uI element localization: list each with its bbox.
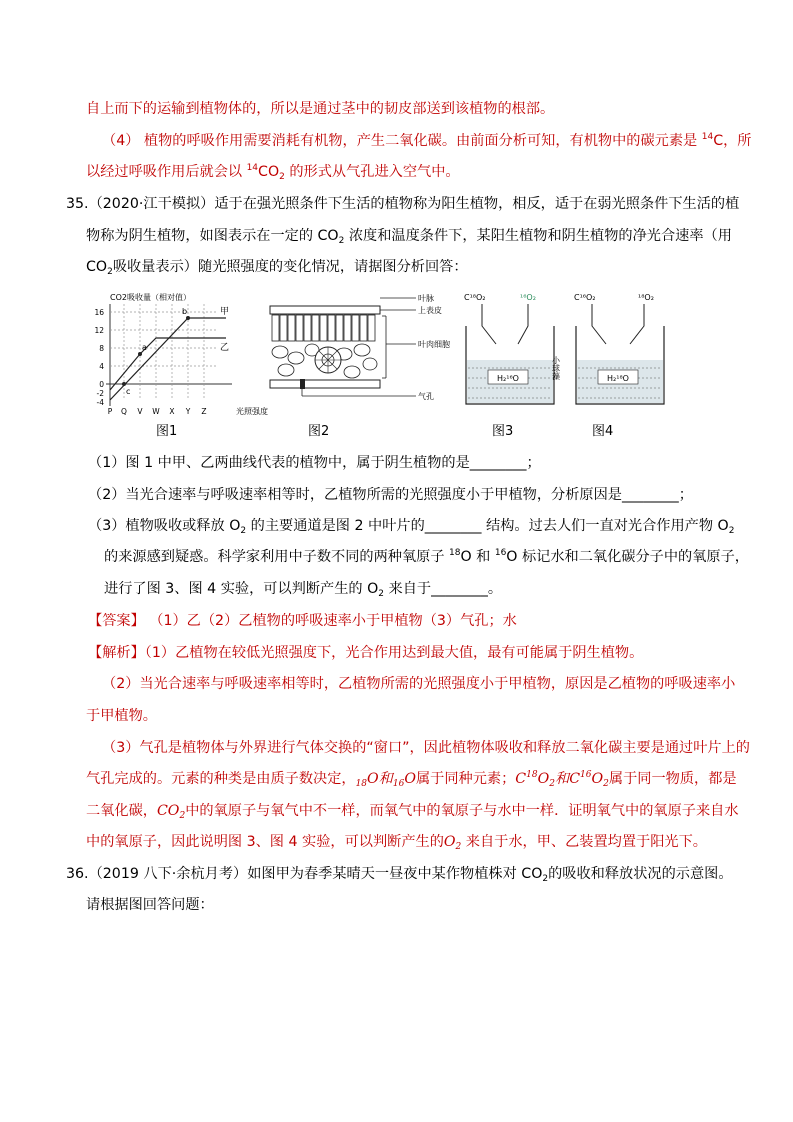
fig1-xtick: X [169,407,175,416]
question-source: （2020·江干模拟） [88,196,215,212]
question-35-part2: （2）当光合速率与呼吸速率相等时，乙植物所需的光照强度小于甲植物，分析原因是________； [88,487,693,503]
fig1-ylabel: CO2吸收量（相对值） [110,293,191,302]
fig4-caption: 图4 [592,424,614,439]
question-35-stem-line3: $CO_2$吸收量表示）随光照强度的变化情况，请据图分析回答： [86,259,468,277]
analysis-line5: 气孔完成的。元素的种类是由质子数决定，$_{18}$O和$_{16}$O属于同种元素；$C^{18}O_2$和$C^{16}O_2$属于同一物质，都是 [86,770,737,789]
figure-3-4-beakers [458,286,726,416]
question-36-stem-line1: 36.（2019 八下·余杭月考）如图甲为春季某晴天一昼夜中某作物植株对 $CO_2$的吸收和释放状况的示意图。 [66,866,733,884]
svg-text:小球藻: 小球藻 [551,356,561,380]
analysis-line4: （3）气孔是植物体与外界进行气体交换的“窗口”，因此植物体吸收和释放二氧化碳主要是通过叶片上的 [102,740,750,756]
fig1-point-label: b [182,307,188,316]
fig1-caption: 图1 [156,424,178,439]
fig3-water-label: H₂¹⁶O [497,374,519,383]
fig2-label-epidermis: 上表皮 [418,306,442,315]
question-number: 35. [66,196,89,212]
analysis-continuation-line: 自上而下的运输到植物体的，所以是通过茎中的韧皮部送到该植物的根部。 [86,101,555,117]
analysis-part4-line2: 以经过呼吸作用后就会以 $^{14}CO_2$ 的形式从气孔进入空气中。 [86,163,460,182]
analysis-line6: 二氧化碳，$CO_2$中的氧原子与氧气中不一样，而氧气中的氧原子与水中一样．证明氧气中的氧原子来自水 [86,803,739,821]
fig4-gas-a: C¹⁶O₂ [574,293,596,302]
figure-row [86,282,726,442]
question-35-stem-line1: 35.（2020·江干模拟）适于在强光照条件下生活的植物称为阳生植物，相反，适于在弱光照条件下生活的植 [66,196,740,212]
question-35-part3-line3: 进行了图 3、图 4 实验，可以判断产生的 $O_2$ 来自于________。 [104,581,503,599]
fig1-xtick: W [152,407,160,416]
fig1-xtick: P [107,407,113,416]
answer-label: 【答案】 [88,613,145,629]
fig2-caption: 图2 [308,424,330,439]
fig3-gas-a: C¹⁸O₂ [464,293,486,302]
fig4-water-label: H₂¹⁸O [607,374,629,383]
fig2-label-vein: 叶脉 [418,294,434,303]
fig4-gas-b: ¹⁸O₂ [638,293,654,302]
fig1-ytick: -2 [96,389,104,398]
fig1-xlabel: 光照强度 [236,407,268,416]
question-35-part3-line1: （3）植物吸收或释放 $O_2$ 的主要通道是图 2 中叶片的________ 结构。过去人们一直对光合作用产物 $O_2$ [88,518,735,536]
fig1-ytick: 8 [99,344,104,353]
question-35-stem-line2: 物称为阴生植物，如图表示在一定的 $CO_2$ 浓度和温度条件下，某阳生植物和阴生植物的净光合速率（用 [86,228,732,246]
fig1-ytick: 12 [94,326,104,335]
figure-1-graph [86,288,276,416]
fig1-curve-label-yi: 乙 [220,343,230,353]
fig1-xtick: Q [121,407,127,416]
analysis-line2: （2）当光合速率与呼吸速率相等时，乙植物所需的光照强度小于甲植物，原因是乙植物的呼吸速率小 [102,676,736,692]
analysis-label: 【解析】 [88,645,145,661]
figure-2-leaf-section [266,284,456,416]
fig1-xtick: V [137,407,143,416]
fig1-xtick: Y [185,407,191,416]
fig1-ytick: 4 [99,362,104,371]
fig1-xtick: Z [201,407,207,416]
analysis-line3: 于甲植物。 [86,708,157,724]
fig4-chlorella-label [551,355,561,381]
fig1-ytick: 16 [94,308,104,317]
fig3-gas-b: ¹⁶O₂ [520,293,536,302]
fig1-ytick: 0 [99,380,104,389]
question-35-part3-line2: 的来源感到疑惑。科学家利用中子数不同的两种氧原子 $^{18}$O 和 $^{16}$O 标记水和二氧化碳分子中的氧原子， [104,548,749,565]
analysis-line1: 【解析】（1）乙植物在较低光照强度下，光合作用达到最大值，最有可能属于阴生植物。 [88,645,644,661]
fig1-ytick: -4 [96,398,104,407]
fig1-point-label: c [126,387,131,396]
fig1-point-a [138,352,142,356]
question-number: 36. [66,866,89,882]
question-36-stem-line2: 请根据图回答问题： [86,897,214,913]
fig2-label-stoma: 气孔 [418,392,434,401]
fig3-caption: 图3 [492,424,514,439]
answer-line: 【答案】 （1）乙（2）乙植物的呼吸速率小于甲植物（3）气孔；水 [88,613,517,629]
analysis-part4-line1: （4） 植物的呼吸作用需要消耗有机物，产生二氧化碳。由前面分析可知，有机物中的碳元素是 $^{14}$C，所 [102,132,752,149]
fig1-point-c [122,382,126,386]
fig2-label-mesophyll: 叶肉细胞 [418,340,450,349]
fig1-point-label: a [142,343,147,352]
question-source: （2019 八下·余杭月考） [88,866,248,882]
fig1-point-b [186,316,190,320]
question-35-part1: （1）图 1 中甲、乙两曲线代表的植物中，属于阴生植物的是________； [88,455,541,471]
fig1-curve-label-jia: 甲 [220,307,230,317]
analysis-line7: 中的氧原子，因此说明图 3、图 4 实验，可以判断产生的$O_2$ 来自于水，甲、乙装置均置于阳光下。 [86,834,707,852]
